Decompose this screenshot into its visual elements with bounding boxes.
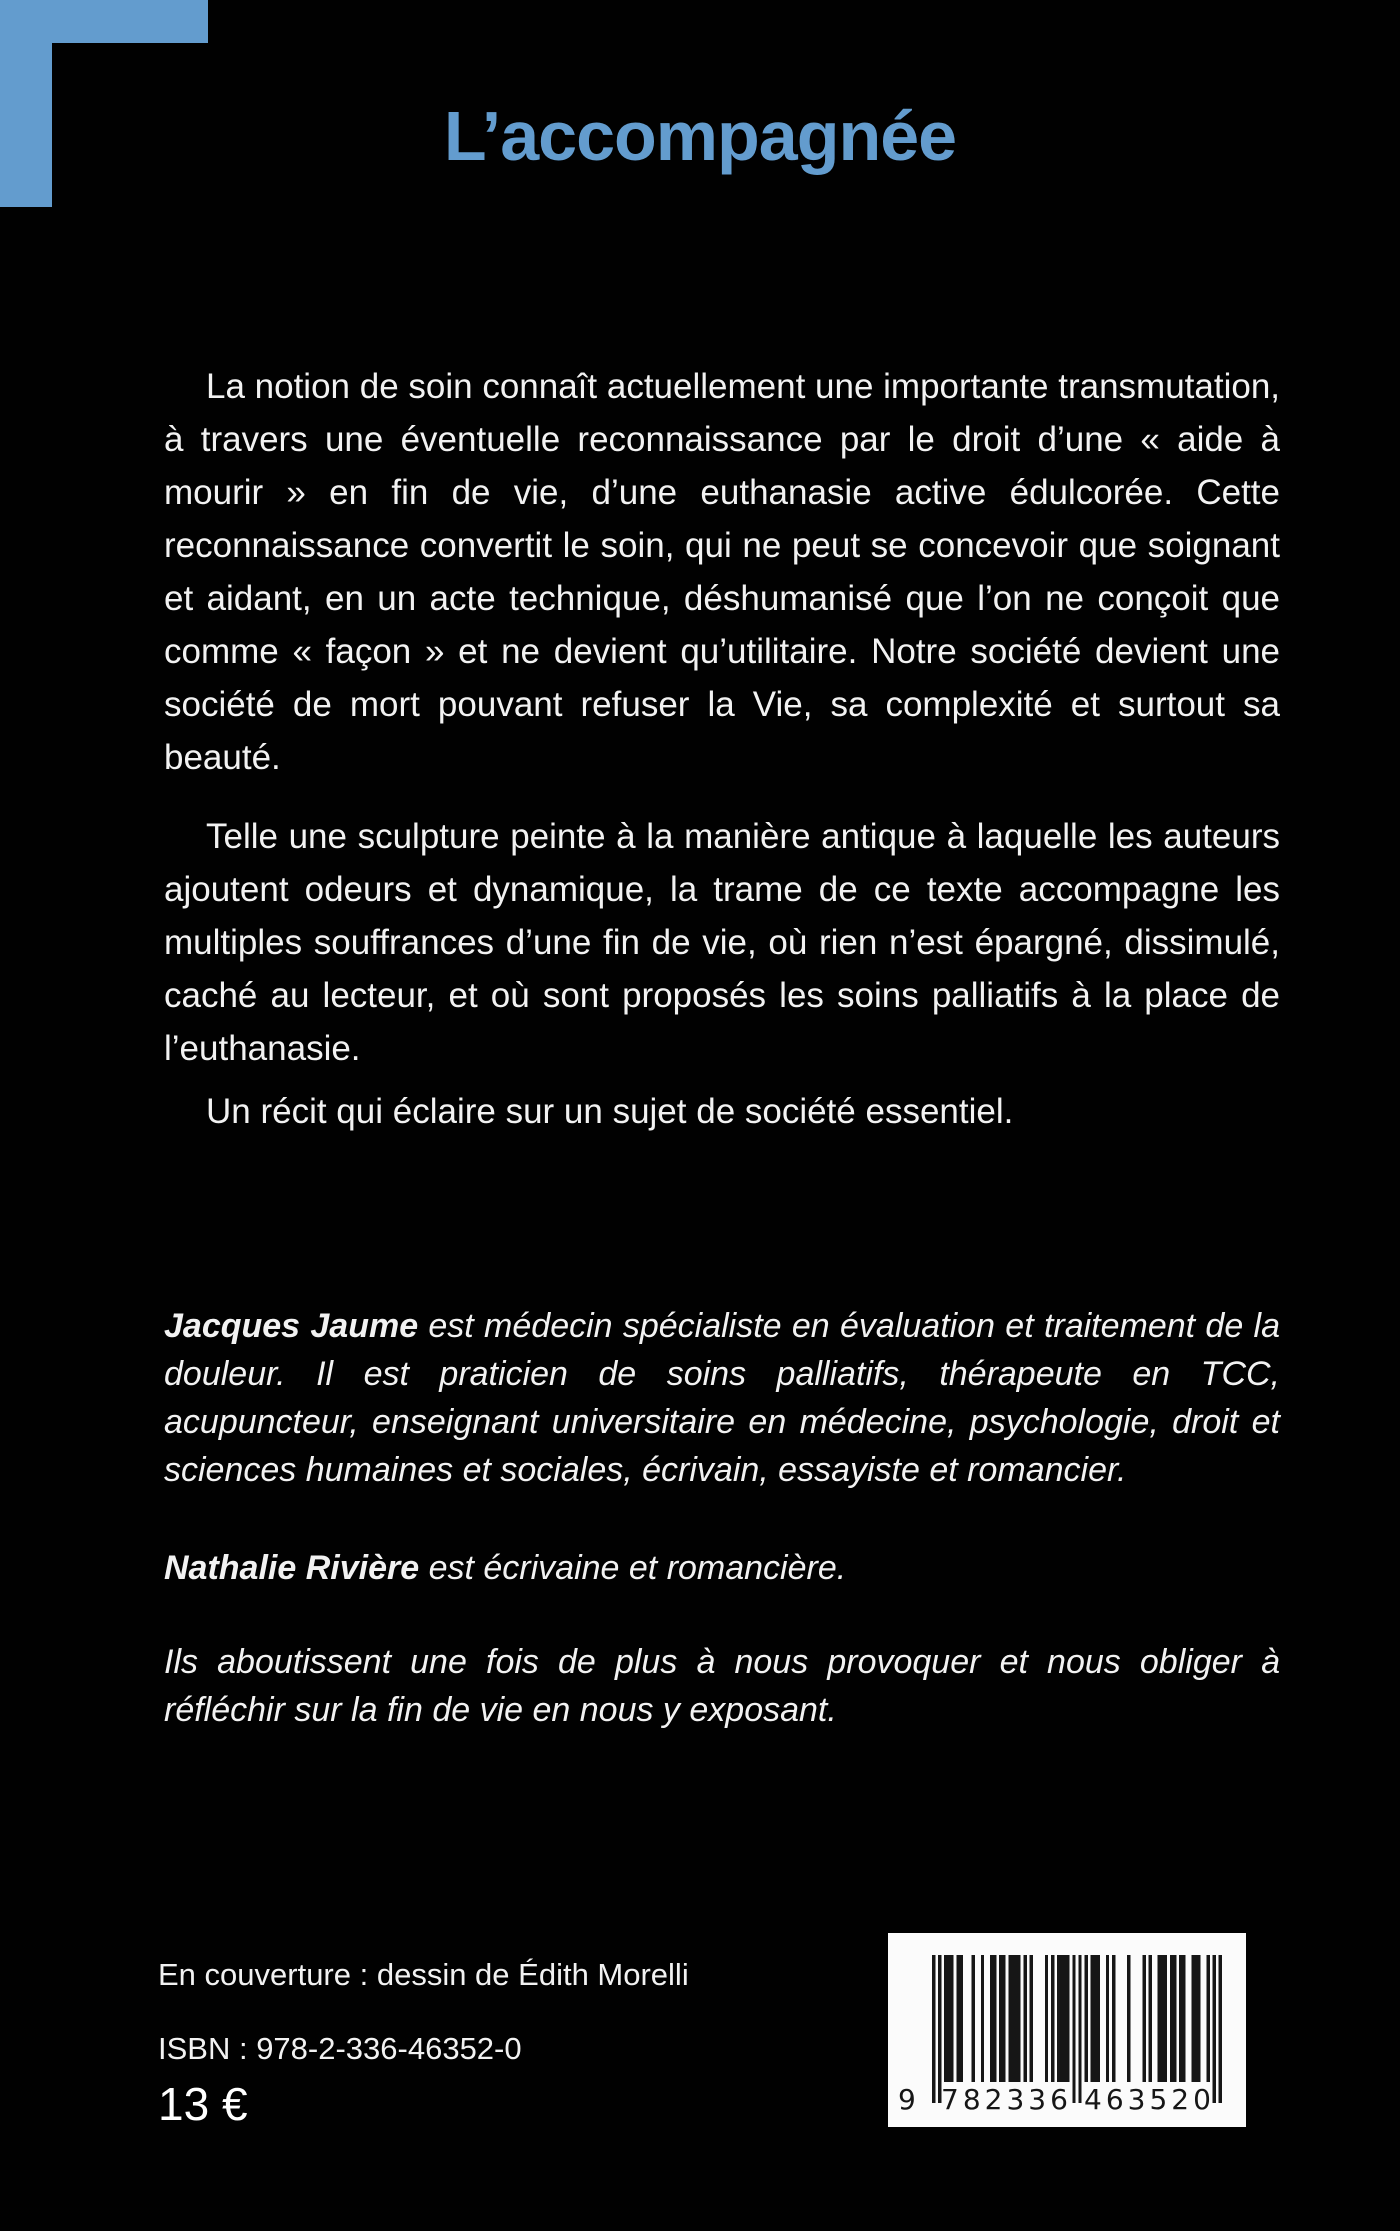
synopsis-paragraph-3: Un récit qui éclaire sur un sujet de société essentiel. xyxy=(206,1092,1014,1131)
synopsis-paragraph-2: Telle une sculpture peinte à la manière antique à laquelle les auteurs ajoutent odeurs et dynamique, la trame de ce texte accompagne les multiples souffrances d’une fin de vie, où rien n’est épargné, dissimulé, caché au lecteur, et où sont proposés les soins palliatifs à la place de l’euthanasie. xyxy=(164,817,1280,1068)
author-name: Nathalie Rivière xyxy=(164,1549,420,1587)
author-bio-text: est écrivaine et romancière. xyxy=(419,1549,847,1587)
barcode-digits-group-2: 463520 xyxy=(1084,2083,1215,2116)
author-bio-text: est médecin spécialiste en évaluation et traitement de la douleur. Il est praticien de soins palliatifs, thérapeute en TCC, acupuncteur, enseignant universitaire en médecine, psychologie, droit et sciences humaines et sociales, écrivain, essayiste et romancier. xyxy=(164,1307,1280,1489)
author-bio-jacques-jaume xyxy=(164,1302,1280,1494)
barcode-digits-group-1: 782336 xyxy=(941,2083,1072,2116)
barcode xyxy=(888,1933,1246,2127)
barcode-digit-left: 9 xyxy=(898,2083,916,2116)
author-bio-nathalie-riviere xyxy=(164,1544,1280,1592)
book-title: L’accompagnée xyxy=(443,97,957,175)
synopsis-paragraph-1: La notion de soin connaît actuellement une importante transmutation, à travers une éventuelle reconnaissance par le droit d’une « aide à mourir » en fin de vie, d’une euthanasie active édulcorée. Cette reconnaissance convertit le soin, qui ne peut se concevoir que soignant et aidant, en un acte technique, déshumanisé que l’on ne conçoit que comme « façon » et ne devient qu’utilitaire. Notre société devient une société de mort pouvant refuser la Vie, sa complexité et surtout sa beauté. xyxy=(164,367,1281,777)
author-bios xyxy=(164,1302,1280,1734)
isbn: ISBN : 978-2-336-46352-0 xyxy=(158,2031,522,2066)
synopsis xyxy=(164,360,1280,1138)
closing-paragraph: Ils aboutissent une fois de plus à nous provoquer et nous obliger à réfléchir sur la fin de vie en nous y exposant. xyxy=(164,1643,1280,1729)
cover-credit: En couverture : dessin de Édith Morelli xyxy=(158,1957,689,1992)
author-name: Jacques Jaume xyxy=(164,1307,419,1345)
price: 13 € xyxy=(158,2078,248,2130)
